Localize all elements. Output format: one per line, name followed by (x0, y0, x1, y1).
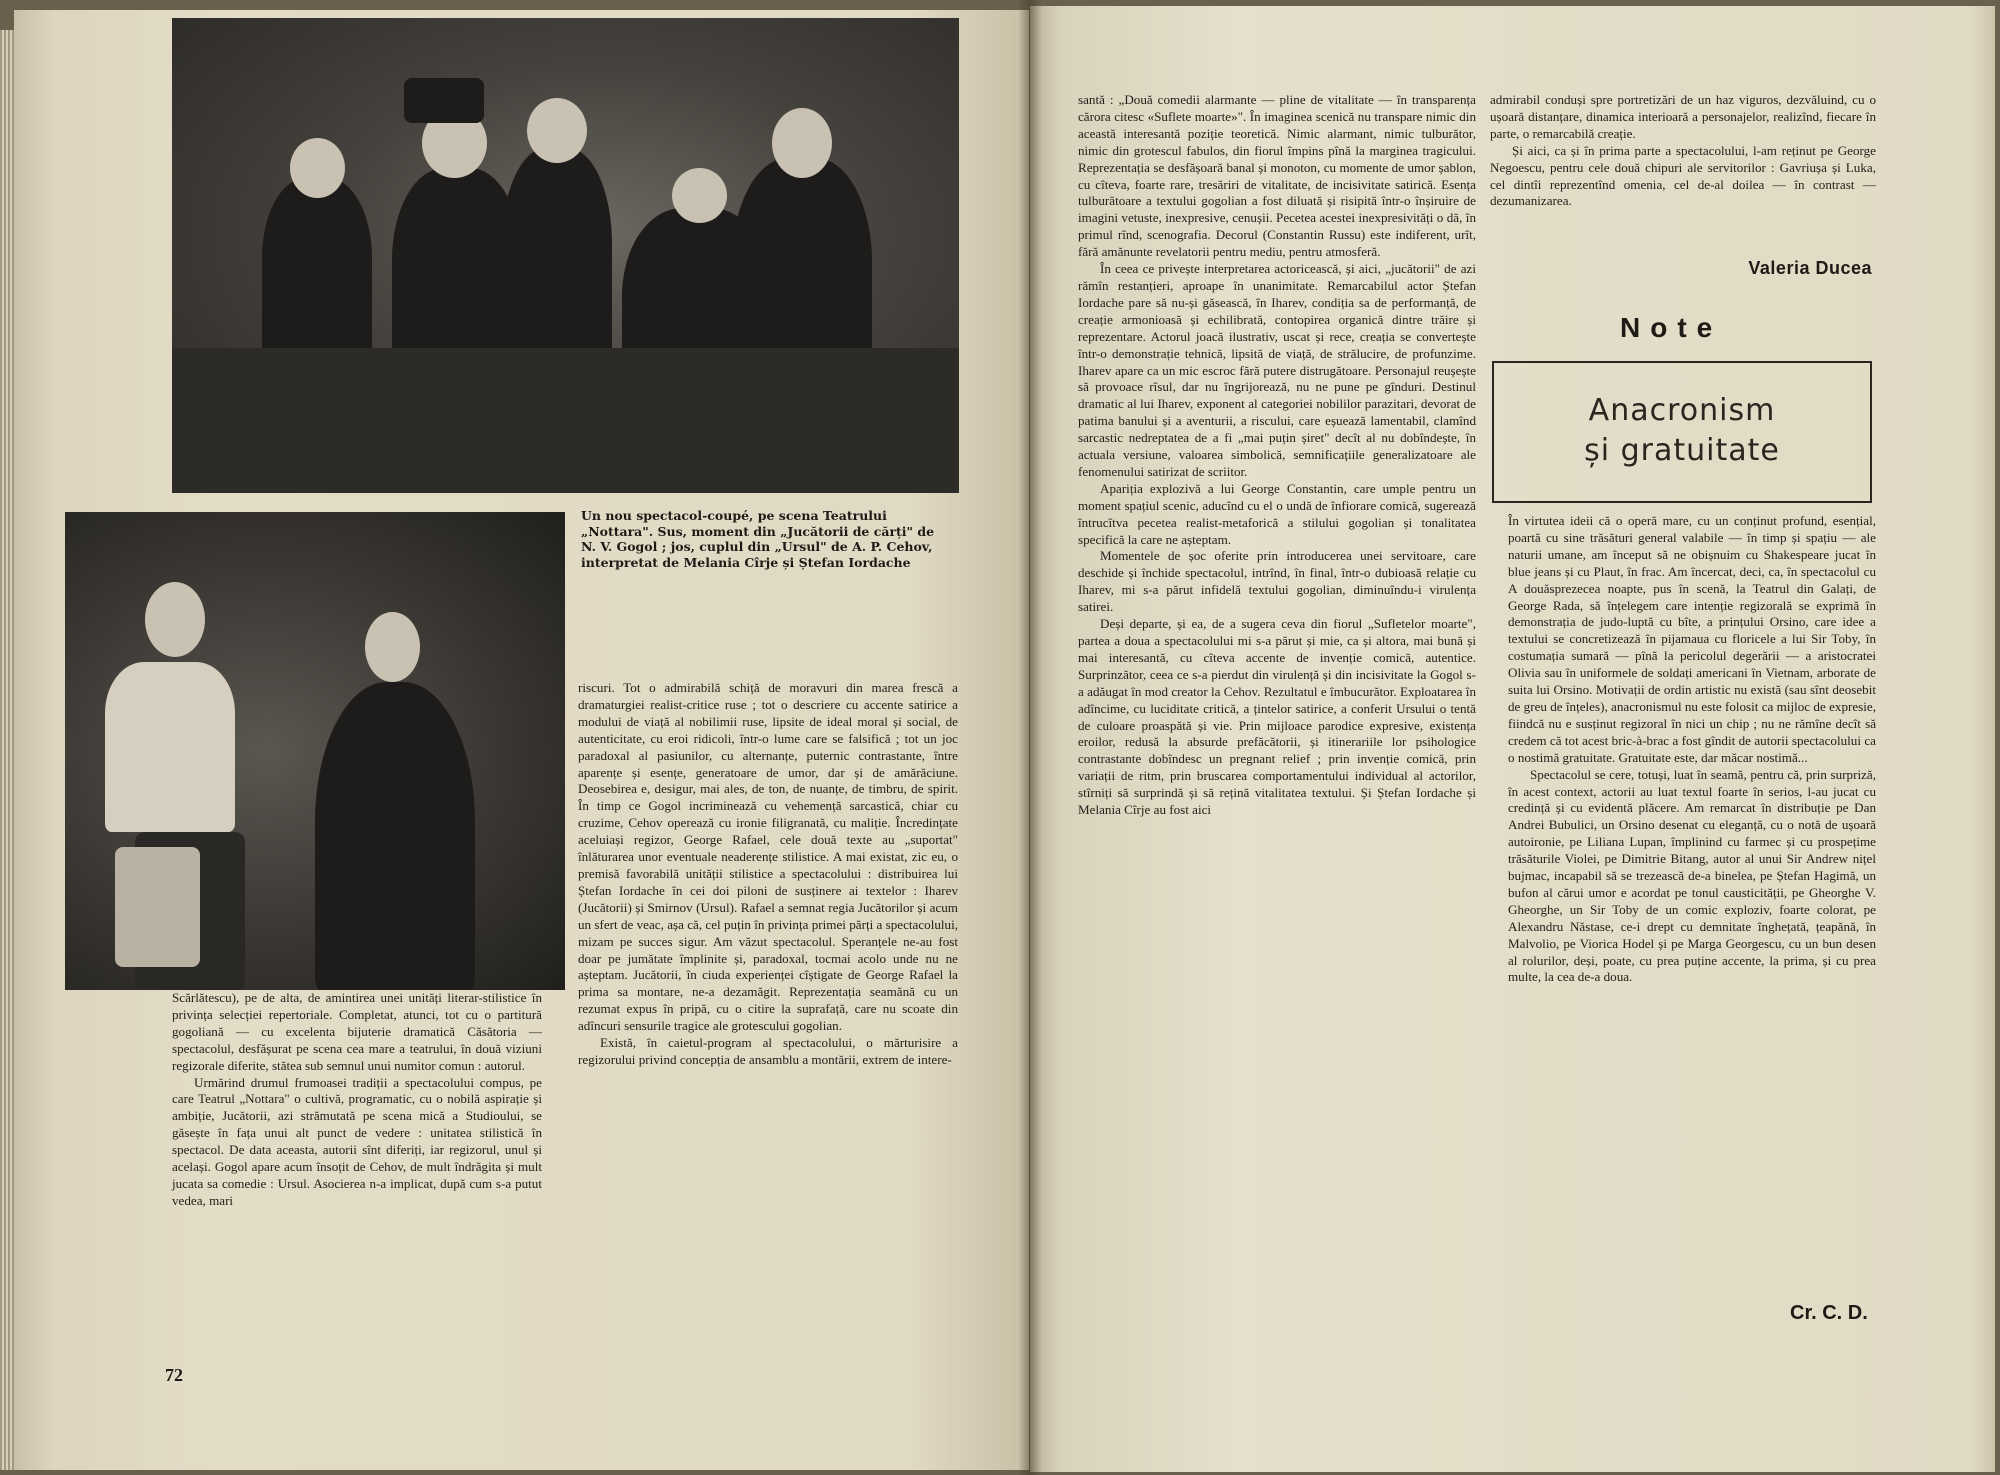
paragraph: Urmărind drumul frumoasei tradiții a spectacolului compus, pe care Teatrul „Nottara" o cultivă, programatic, cu o nobilă aspirație și ambiție, Jucătorii, azi strămutată pe scena mică a Studioului, se găsește în fața unui alt punct de vedere : unitatea stilistică în spectacol. De data aceasta, autorii sînt diferiți, iar regizorul, unul și același. Gogol apare acum însoțit de Cehov, de mult îndrăgita și mult jucata sa comedie : Ursul. Asocierea n-a implicat, după cum s-a putut vedea, mari (172, 1074, 542, 1208)
article-title-box (1492, 361, 1872, 503)
paragraph: În virtutea ideii că o operă mare, cu un conținut profund, esențial, poartă cu sine trăsături general valabile — în timp și spațiu — ale naturii umane, am început să ne obișnuim cu Shakespeare jucat în blue jeans și cu Plaut, în frac. Am încercat, deci, ca, în spectacolul cu A douăsprezecea noapte, pus în scenă, la Teatrul din Galați, de George Rada, să înțelegem care intenție regizorală se exprimă în demonstrația de judo-luptă cu bîte, a prințului Orsino, care idee a textului se concretizează în pijamaua cu floricele a lui Sir Toby, în costumația sumară — pînă la pericolul degerării — a aristocratei Olivia sau în uniformele de soldați americani în Vietnam, arborate de suita lui Orsino. Motivații de ordin artistic nu există (sau sînt deosebit de greu de înțeles), anacronismul nu este folosit ca mijloc de expresie, fiindcă nu e susținut regizoral în nici un chip ; nu ne rămîne decît să credem că tot acest bric-à-brac a fost gîndit de autorii spectacolului ca o nostimă gratuitate. Gratuitate este, dar măcar nostimă... (1508, 513, 1876, 765)
section-heading: Note (1620, 312, 1723, 343)
paragraph: admirabil conduși spre portretizări de un haz viguros, dezvăluind, cu o ușoară distanțare, dinamica interioară a personajelor, realizînd, fiecare în parte, o remarcabilă creație. (1490, 92, 1876, 141)
article-title-line-1: Anacronism (1588, 393, 1776, 428)
photo-caption: Un nou spectacol-coupé, pe scena Teatrului „Nottara". Sus, moment din „Jucătorii de cărți" de N. V. Gogol ; jos, cuplul din „Ursul" de A. P. Cehov, interpretat de Melania Cîrje și Ștefan Iordache (581, 508, 935, 570)
paragraph: Scărlătescu), pe de alta, de amintirea unei unități literar-stilistice în privința selecției repertoriale. Completat, atunci, tot cu o partitură gogoliană — cu excelenta bijuterie dramatică Căsătoria — spectacolul, desfășurat pe scena cea mare a teatrului, în două viziuni regizorale diferite, stătea sub semnul unui numitor comun : autorul. (172, 990, 542, 1073)
left-column-2 (578, 680, 958, 1069)
article-title-line-2: și gratuitate (1584, 433, 1780, 468)
right-column-2-bottom (1508, 513, 1876, 986)
book-gutter (1018, 0, 1042, 1475)
left-column-1 (172, 990, 542, 1210)
paragraph: Deși departe, și ea, de a sugera ceva din fiorul „Sufletelor moarte", partea a doua a spectacolului mi s-a părut și mie, ca și altora, mai bună și mai interesantă, cu cîteva accente de invenție comică, autentice. Surprinzător, ceea ce s-a pierdut din virulență și din incisivitate la Gogol s-a adăugat în mod creator la Cehov. Rezultatul e îmbucurător. Exploatarea în adîncime, cu luciditate critică, a țintelor satirice, a conferit Ursului o tentă de culoare proaspătă și vie. Prin mijloace parodice expresive, existența eroilor, redusă la absurde prefăcătorii, și itinerariile lor psihologice contrastante dobîndesc un pregnant relief ; prin invenție comică, prin variații de ritm, prin bruscarea comportamentului individual al actorilor, stîrniți să surprindă și să rețină vitalitatea textului. Și Ștefan Iordache și Melania Cîrje au fost aici (1078, 616, 1476, 818)
paragraph: Apariția explozivă a lui George Constantin, care umple pentru un moment spațiul scenic, aducînd cu el o undă de înfiorare comică, sugerează întrucîtva pecetea realist-metaforică a stilului gogolian și tonalitatea specifică la care ne așteptam. (1078, 480, 1476, 547)
right-column-2-top (1490, 92, 1876, 210)
paragraph: În ceea ce privește interpretarea actoricească, și aici, „jucătorii" de azi rămîn restanțieri, aproape în unanimitate. Remarcabilul actor Ștefan Iordache pare să nu-și găsească, în Iharev, condiția sa de performanță, de creație armonioasă și echilibrată, contopirea organică dintre trăire și reprezentare. Actorul joacă ilustrativ, uscat și rece, creația se convertește într-o demonstrație tehnică, lipsită de viață, de strălucire, de profunzime. Iharev apare ca un mic escroc fără putere distrugătoare. Personajul reușește să provoace rîsul, dar nu îngrijorează, nu ne pune pe gînduri. Destinul dramatic al lui Iharev, exponent al categoriei nobililor parazitari, devorat de patima banului și a aventurii, a riscului, care eșuează lamentabil, clamînd sarcastic nedreptatea de a fi „mai puțin șiret" decît al nu dobîndește, în actuala versiune, valoarea simbolică, semnificațiile generalizatoare ale fenomenului satirizat de scriitor. (1078, 261, 1476, 479)
paragraph: santă : „Două comedii alarmante — pline de vitalitate — în transparența cărora citesc «Suflete moarte»". În imaginea scenică nu transpare nimic din această interesantă poziție teoretică. Nimic alarmant, nimic tulburător, nimic din grotescul fabulos, din fiorul împins pînă la marginea tragicului. Reprezentația se desfășoară banal și monoton, cu momente de umor șablon, cu cîteva, foarte rare, tresăriri de vitalitate, de incisivitate satirică. Esența tulburătoare a textului gogolian a fost diluată și risipită într-o înșiruire de imagini vetuste, inexpresive, cenușii. Pecetea acestei inexpresivități o dă, în primul rînd, scenografia. Decorul (Constantin Russu) este indiferent, urît, fără amănunte revelatorii pentru mediu, pentru atmosferă. (1078, 92, 1476, 260)
photo-jucatorii-scene (172, 18, 959, 493)
paragraph: Momentele de șoc oferite prin introducerea unei servitoare, care deschide și închide spectacolul, intrînd, în final, într-o dubioasă relație cu Iharev, mi s-a părut infidelă textului gogolian, diminuîndu-i virulența satirei. (1078, 548, 1476, 615)
author-byline: Valeria Ducea (1748, 258, 1872, 278)
paragraph: Există, în caietul-program al spectacolului, o mărturisire a regizorului privind concepția de ansamblu a montării, extrem de intere- (578, 1035, 958, 1067)
paragraph: Spectacolul se cere, totuși, luat în seamă, pentru că, prin surpriză, în acest context, actorii au luat textul foarte în serios, l-au jucat cu credință și cu evidentă plăcere. Am remarcat în distribuție pe Dan Andrei Bubulici, un Orsino desenat cu eleganță, cu o notă de ușoară autoironie, pe Liliana Lupan, împlinind cu farmec și cu prospețime trăsăturile Violei, pe Dimitrie Bitang, autor al unui Sir Andrew nițel bujmac, incapabil să se trezească de-a binelea, pe Ștefan Hagimă, un bufon al cărui umor e acordat pe tonul causticității, pe Gheorghe V. Gheorghe, un Sir Toby de un comic exploziv, foarte colorat, pe Alexandru Năstase, ce-i drept cu demnitate înghețată, țeapănă, în Malvolio, pe Viorica Hodel și pe Marga Georgescu, cu un bun desen al rolurilor, deși, poate, cu prea puține accente, la prima, și cu prea multe, la cea de-a doua. (1508, 766, 1876, 985)
right-column-1 (1078, 92, 1476, 819)
paragraph: riscuri. Tot o admirabilă schiță de moravuri din marea frescă a dramaturgiei realist-critice ruse ; tot o descriere cu accente satirice a modului de viață al nobilimii ruse, lipsite de ideal moral și social, de autenticitate, cu eroi ridicoli, într-o lume care se falsifică ; tot un joc paradoxal al pasiunilor, cu alternanțe, puternic contrastante, între aparențe și esențe, generatoare de umor, dar și de amărăciune. Deosebirea e, desigur, mai ales, de ton, de nuanțe, de timbru, de spirit. În timp ce Gogol incriminează cu vehemență sarcastică, chiar cu cruzime, Cehov operează cu ironie filigranată, cu maliție. Încredințate aceluiași regizor, George Rafael, cele două texte au „suportat" înlăturarea unor eventuale neaderențe stilistice. A mai existat, zic eu, o premisă favorabilă unității stilistice a spectacolului : distribuirea lui Ștefan Iordache în cei doi piloni de susținere ai textelor : Iharev (Jucătorii) și Smirnov (Ursul). Rafael a semnat regia Jucătorilor și acum un sfert de veac, așa că, cel puțin în privința primei părți a spectacolului, mizam pe succes sigur. Am văzut spectacolul. Speranțele ne-au fost doar pe jumătate împlinite și, paradoxal, tocmai acolo unde nu ne așteptam. Jucătorii, în ciuda experienței cîștigate de George Rafael la prima sa montare, ne-a dezamăgit. Reprezentația seamănă cu un rezumat expus în pripă, cu o citire la suprafață, care nu scoate din adîncuri sensurile tragice ale grotescului gogolian. (578, 680, 958, 1034)
author-signature: Cr. C. D. (1790, 1302, 1868, 1324)
photo-ursul-couple (65, 512, 565, 990)
page-number: 72 (165, 1365, 183, 1385)
paragraph: Și aici, ca și în prima parte a spectacolului, l-am reținut pe George Negoescu, pentru cele două chipuri ale servitorilor : Gavriușa și Luka, cel dintîi reprezentînd omenia, cel de-al doilea — în contrast — dezumanizarea. (1490, 142, 1876, 209)
